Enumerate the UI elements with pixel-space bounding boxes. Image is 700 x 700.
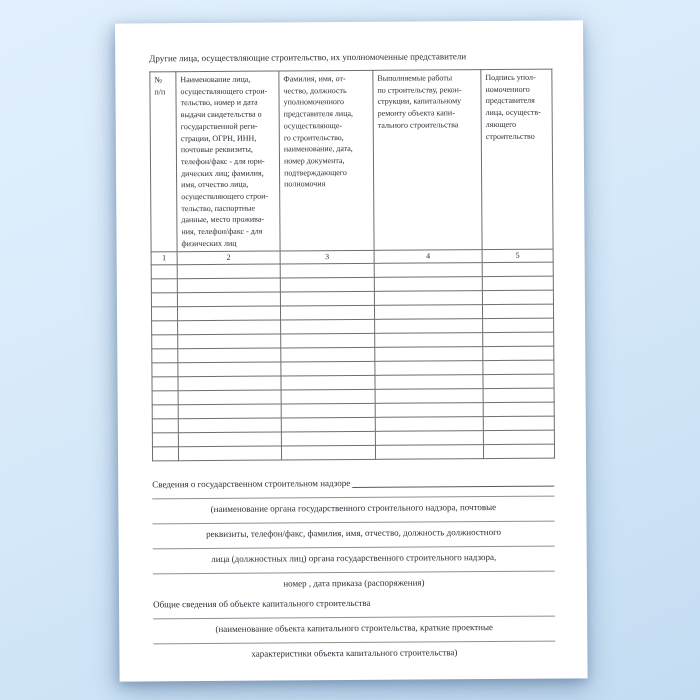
table-cell (151, 264, 177, 278)
table-cell (152, 320, 178, 334)
table-cell (281, 319, 375, 334)
page-content (115, 20, 588, 681)
table-cell (152, 348, 178, 362)
table-cell (152, 432, 178, 446)
table-header-row (150, 69, 553, 251)
table-cell (281, 333, 375, 348)
column-header-2: Наименование лица, осуществляющего строи- тельство, номер и дата выдачи свидетельства о государственной реги- страции, ОГРН, ИНН, почтовые реквизиты, телефон/факс - для юри- дических лиц; фамилия, имя, отчество лица, осуществляющего строи- тельство, паспортные данные, место прожива- ния, телефон/факс - для физических лиц (176, 71, 280, 251)
table-row (152, 444, 554, 461)
table-cell (281, 389, 375, 404)
column-header-3: Фамилия, имя, от- чество, должность уполномоченного представителя лица, осуществляюще- го строительство, наименование, дата, номер документа, подтверждающего полномочия (279, 70, 374, 250)
object-info-label: Общие сведения об объекте капитального строительства (153, 597, 371, 609)
table-cell (374, 262, 482, 277)
table-cell (280, 263, 374, 278)
table-cell (375, 360, 483, 375)
table-cell (374, 304, 482, 319)
supervision-caption-line: лица (должностных лиц) органа государственного строительного надзора, (153, 545, 555, 565)
object-info-caption-line: (наименование объекта капитального строительства, краткие проектные (153, 615, 555, 635)
representatives-table (149, 69, 555, 461)
table-cell (281, 431, 375, 446)
table-cell (178, 376, 281, 391)
supervision-label-row (152, 476, 554, 490)
table-cell (178, 446, 281, 461)
table-cell (375, 346, 483, 361)
table-cell (178, 362, 281, 377)
table-cell (374, 276, 482, 291)
table-cell (280, 277, 374, 292)
table-cell (375, 416, 483, 431)
table-cell (375, 444, 483, 459)
section-title: Другие лица, осуществляющие строительство, их уполномоченные представители (149, 51, 467, 64)
table-cell (375, 374, 483, 389)
column-number-1: 1 (151, 251, 177, 264)
table-cell (178, 334, 281, 349)
table-cell (375, 318, 483, 333)
table-cell (375, 388, 483, 403)
table-cell (178, 320, 281, 335)
table-cell (152, 376, 178, 390)
table-cell (152, 390, 178, 404)
column-header-1: № п/п (150, 72, 177, 252)
table-cell (281, 347, 375, 362)
table-cell (483, 318, 554, 332)
table-cell (281, 375, 375, 390)
table-cell (483, 388, 554, 402)
table-cell (483, 346, 554, 360)
table-cell (483, 402, 554, 416)
table-cell (177, 278, 280, 293)
table-cell (483, 360, 554, 374)
table-cell (152, 334, 178, 348)
table-cell (483, 416, 554, 430)
table-cell (482, 304, 553, 318)
supervision-section (152, 476, 555, 590)
table-cell (151, 306, 177, 320)
table-cell (482, 262, 553, 276)
supervision-caption-line: номер , дата приказа (распоряжения) (153, 570, 555, 590)
table-cell (178, 390, 281, 405)
table-cell (281, 403, 375, 418)
object-info-caption-line: характеристики объекта капитального строительства) (153, 640, 555, 660)
table-cell (483, 430, 554, 444)
table-cell (151, 292, 177, 306)
table-cell (482, 276, 553, 290)
table-cell (178, 418, 281, 433)
table-cell (483, 444, 554, 458)
column-header-5: Подпись упол- номоченного представителя лица, осуществ- ляющего строительство (481, 69, 553, 249)
supervision-fill-line (352, 476, 554, 487)
column-number-4: 4 (374, 249, 482, 263)
table-cell (177, 292, 280, 307)
table-cell (152, 418, 178, 432)
table-cell (483, 374, 554, 388)
table-cell (178, 432, 281, 447)
supervision-captions (152, 495, 555, 590)
table-cell (483, 332, 554, 346)
table-cell (152, 362, 178, 376)
table-body (151, 262, 554, 461)
table-cell (152, 404, 178, 418)
table-cell (178, 348, 281, 363)
table-cell (280, 291, 374, 306)
table-cell (177, 306, 280, 321)
object-info-section (153, 596, 555, 660)
supervision-label: Сведения о государственном строительном надзоре (152, 477, 351, 489)
table-cell (482, 290, 553, 304)
document-page (115, 20, 588, 681)
column-number-2: 2 (177, 251, 280, 265)
table-cell (374, 290, 482, 305)
column-number-3: 3 (280, 250, 374, 264)
object-info-captions (153, 615, 555, 660)
supervision-caption-line: реквизиты, телефон/факс, фамилия, имя, отчество, должность должностного (152, 520, 554, 540)
table-cell (178, 404, 281, 419)
table-cell (281, 361, 375, 376)
column-header-4: Выполняемые работы по строительству, рекон- струкции, капитальному ремонту объекта капи- тального строительства (373, 70, 482, 250)
table-cell (281, 417, 375, 432)
column-number-5: 5 (482, 249, 553, 262)
table-cell (177, 264, 280, 279)
table-cell (375, 430, 483, 445)
table-cell (280, 305, 374, 320)
table-cell (281, 445, 375, 460)
table-cell (151, 278, 177, 292)
table-cell (152, 446, 178, 460)
table-cell (375, 402, 483, 417)
supervision-caption-line: (наименование органа государственного строительного надзора, почтовые (152, 495, 554, 515)
table-cell (375, 332, 483, 347)
